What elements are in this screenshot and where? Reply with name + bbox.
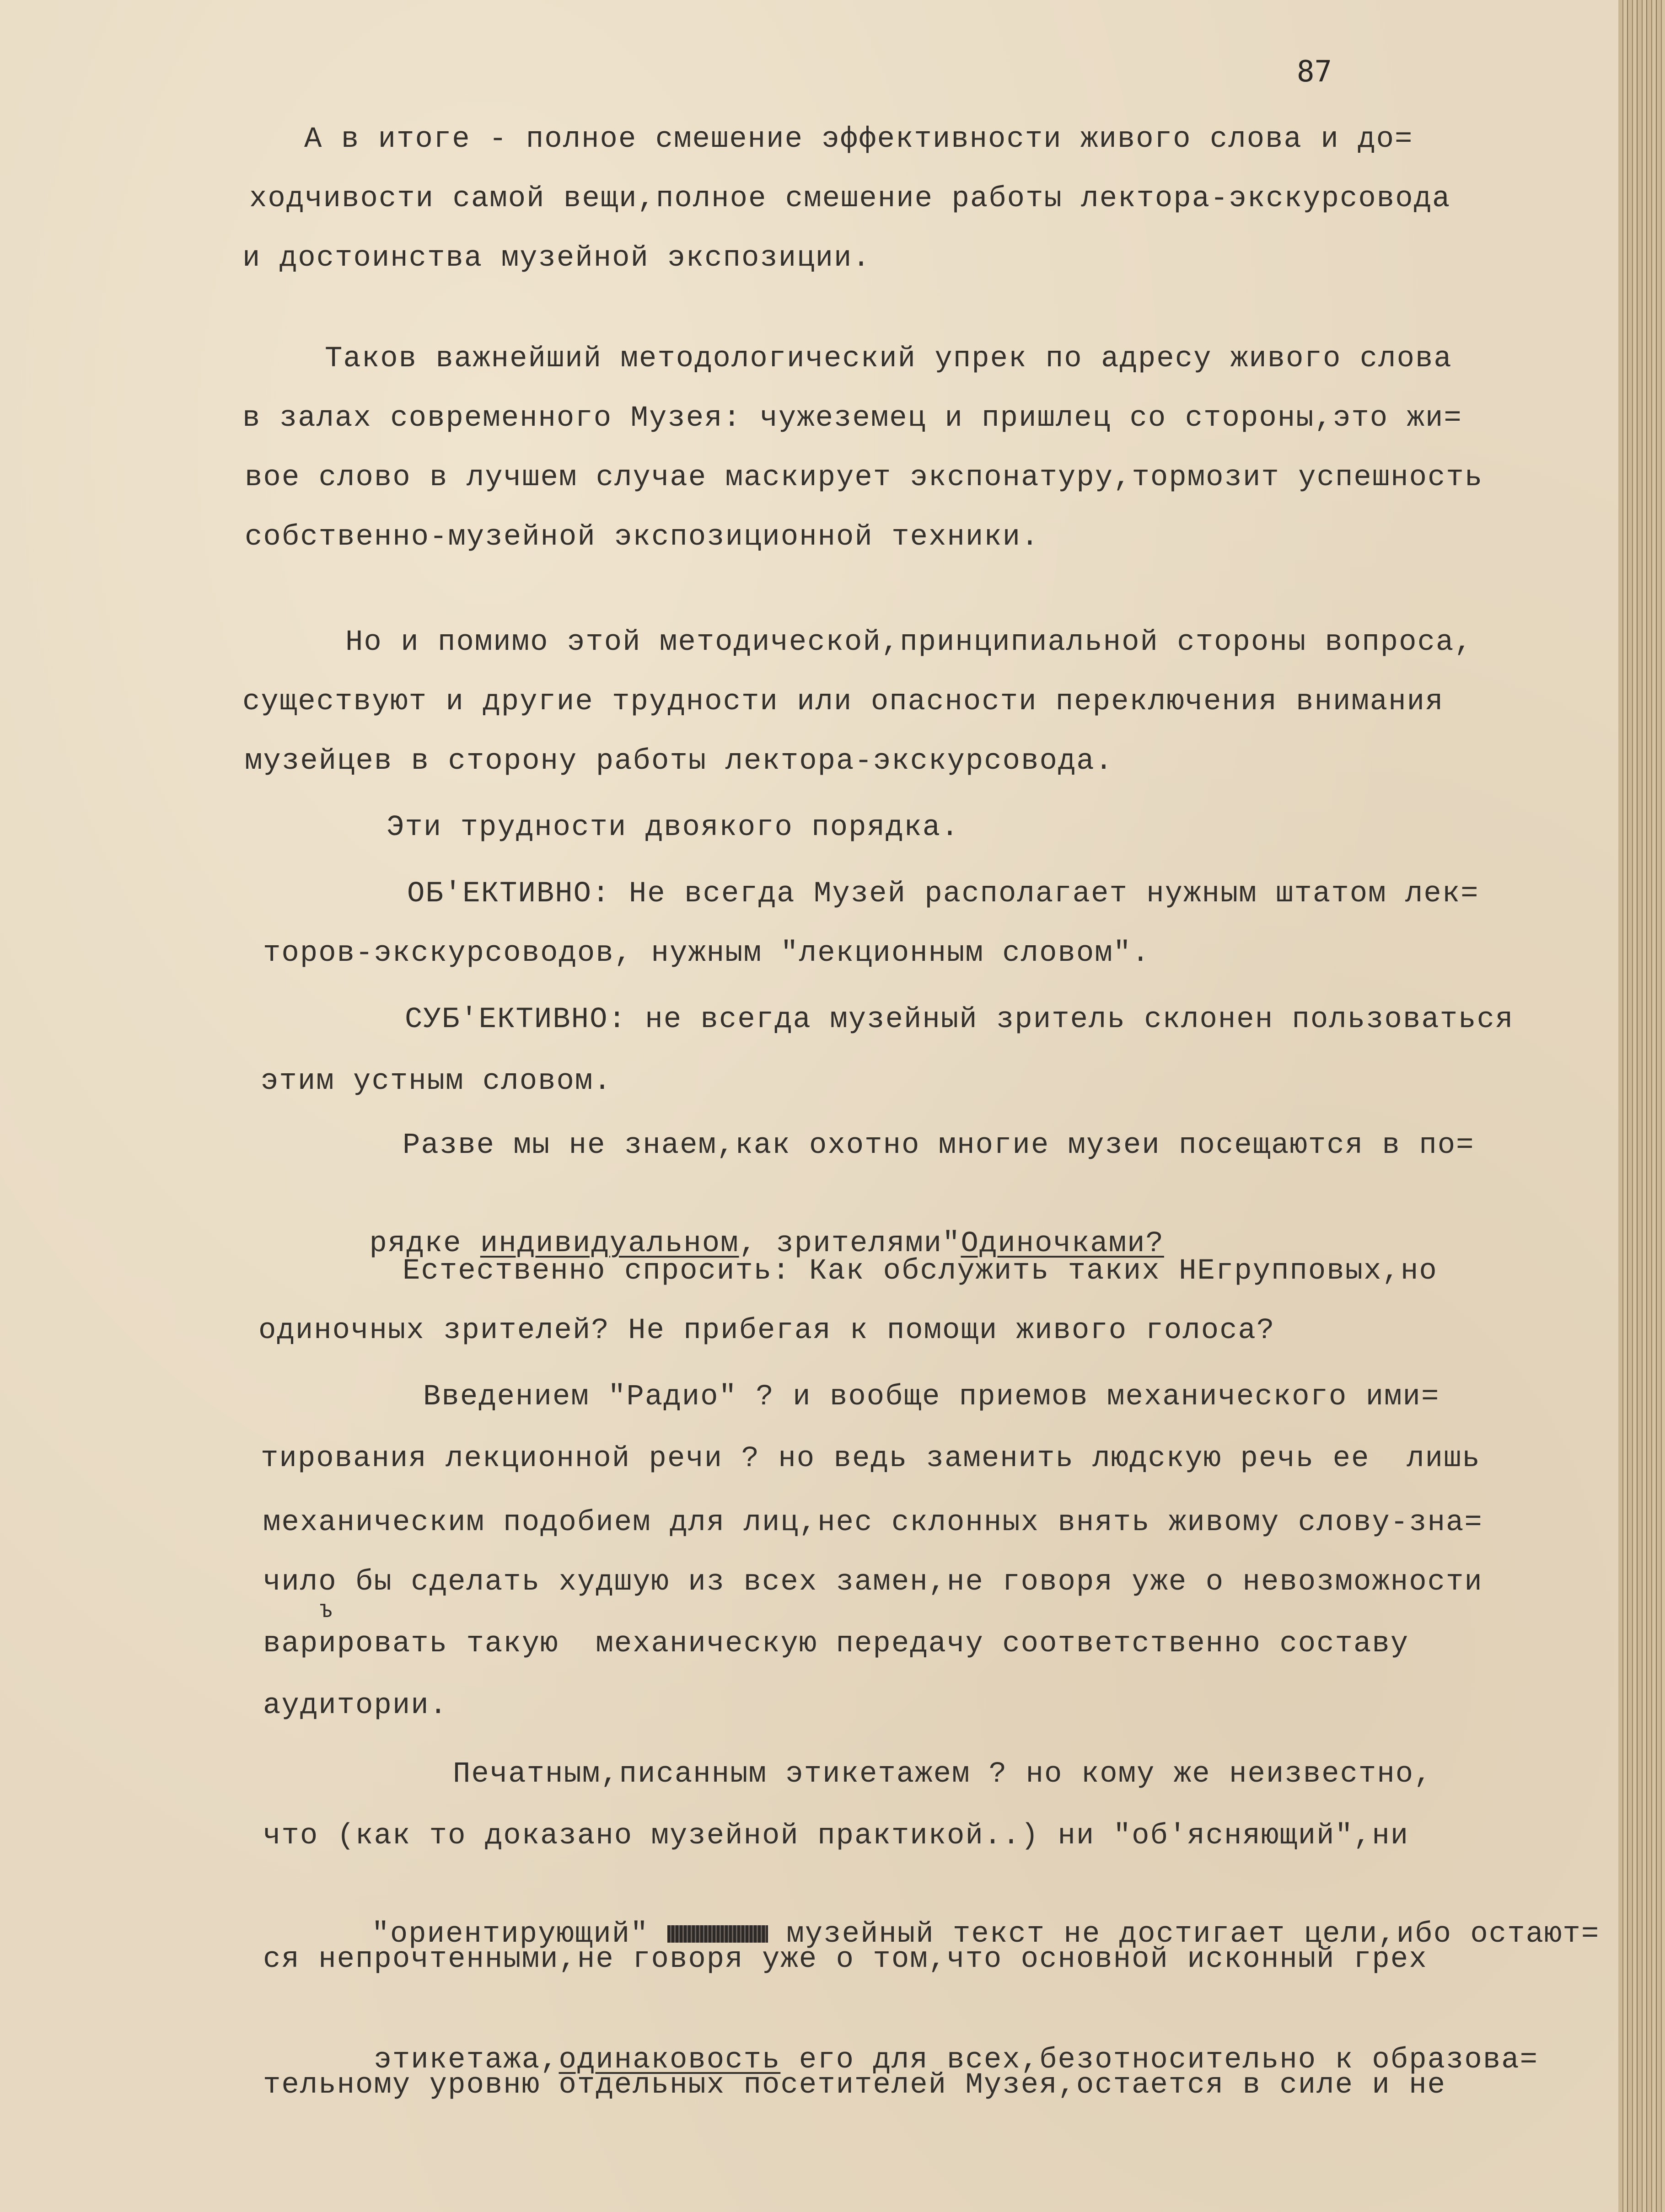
- text-line: Эти трудности двоякого порядка.: [387, 811, 960, 844]
- text-line-underlined: рядке индивидуальном, зрителями"Одиночками?: [369, 1227, 1164, 1260]
- text-line: что (как то доказано музейной практикой..) ни "об'ясняющий",ни: [263, 1820, 1409, 1853]
- text-line: тельному уровню отдельных посетителей Музея,остается в силе и не: [263, 2069, 1446, 2102]
- text-line: ОБ'ЕКТИВНО: Не всегда Музей располагает нужным штатом лек=: [407, 878, 1479, 911]
- stacked-page-edges: [1618, 0, 1665, 2212]
- text-line: собственно-музейной экспозиционной техники.: [245, 521, 1040, 554]
- text-line: этим устным словом.: [261, 1065, 612, 1098]
- text-line: музейцев в сторону работы лектора-экскурсовода.: [245, 745, 1114, 778]
- text-line: А в итоге - полное смешение эффективности живого слова и до=: [304, 123, 1413, 156]
- text-line: тирования лекционной речи ? но ведь заменить людскую речь ее лишь: [261, 1442, 1481, 1475]
- text-line: Естественно спросить: Как обслужить таких НЕгрупповых,но: [403, 1255, 1438, 1288]
- page-number: 87: [1297, 55, 1332, 89]
- text-line: чило бы сделать худшую из всех замен,не говоря уже о невозможности: [263, 1566, 1483, 1599]
- underlined-word: одинаковость: [559, 2044, 781, 2077]
- text-line: варировать такую механическую передачу соответственно составу: [263, 1628, 1409, 1660]
- struck-out-word: [667, 1925, 768, 1943]
- handwritten-correction-mark: Ъ: [320, 1601, 333, 1623]
- text-line: механическим подобием для лиц,нес склонных внять живому слову-зна=: [263, 1506, 1483, 1539]
- text-line: аудитории.: [263, 1689, 448, 1722]
- underlined-word: Одиночками?: [961, 1227, 1164, 1260]
- text-line-underlined: этикетажа,одинаковость его для всех,безотносительно к образова=: [374, 2044, 1539, 2077]
- text-line: вое слово в лучшем случае маскирует экспонатуру,тормозит успешность: [245, 461, 1483, 494]
- text-line: существуют и другие трудности или опасности переключения внимания: [242, 686, 1444, 718]
- text-line: Печатным,писанным этикетажем ? но кому же неизвестно,: [453, 1758, 1433, 1791]
- text-line: ся непрочтенными,не говоря уже о том,что основной исконный грех: [263, 1943, 1428, 1976]
- underlined-word: индивидуальном: [480, 1227, 739, 1260]
- text-line: СУБ'ЕКТИВНО: не всегда музейный зритель склонен пользоваться: [405, 1003, 1514, 1036]
- text-line: Разве мы не знаем,как охотно многие музеи посещаются в по=: [403, 1129, 1475, 1162]
- text-line-with-strikeout: "ориентирующий" музейный текст не достигает цели,ибо остают=: [371, 1918, 1600, 1951]
- text-line: и достоинства музейной экспозиции.: [242, 242, 871, 275]
- text-line: в залах современного Музея: чужеземец и пришлец со стороны,это жи=: [242, 402, 1462, 435]
- text-line: торов-экскурсоводов, нужным "лекционным словом".: [263, 937, 1150, 970]
- text-line: ходчивости самой вещи,полное смешение работы лектора-экскурсовода: [249, 182, 1451, 215]
- text-line: Таков важнейший методологический упрек по адресу живого слова: [325, 343, 1452, 375]
- text-line: Но и помимо этой методической,принципиальной стороны вопроса,: [345, 626, 1473, 659]
- text-line: одиночных зрителей? Не прибегая к помощи живого голоса?: [258, 1314, 1275, 1347]
- text-line: Введением "Радио" ? и вообще приемов механического ими=: [423, 1381, 1440, 1414]
